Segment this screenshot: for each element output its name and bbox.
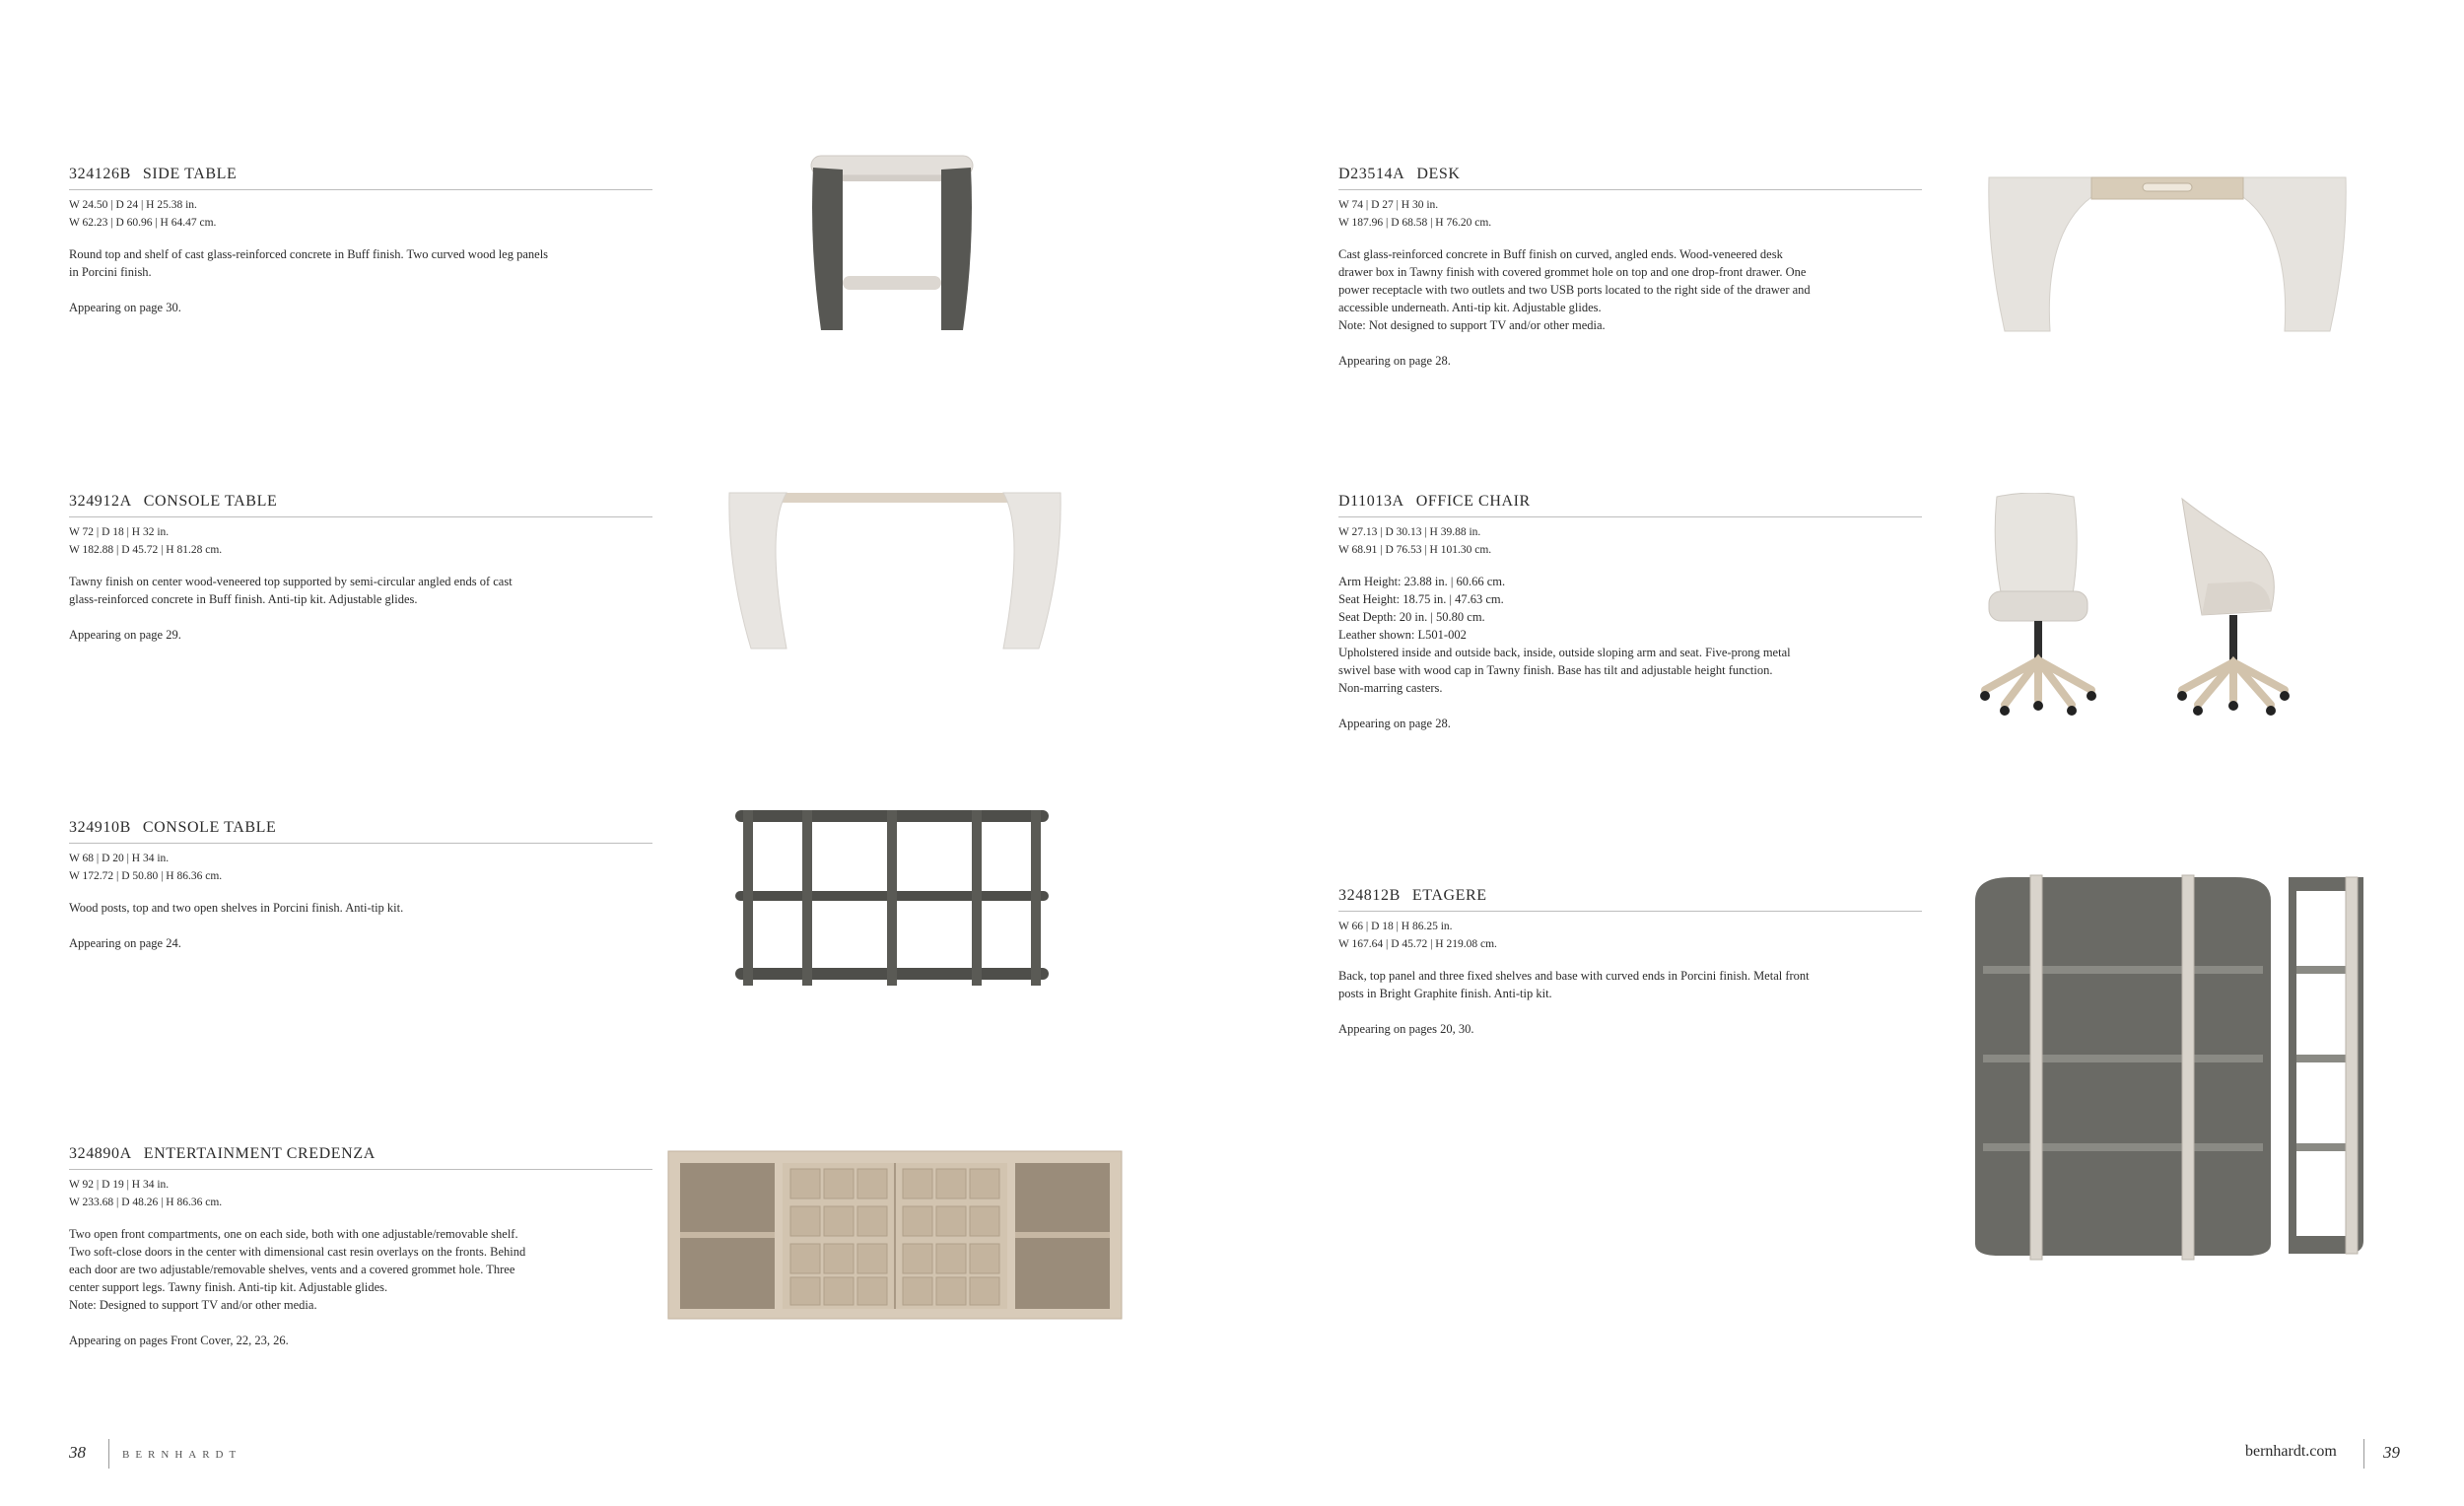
product-title — [69, 1145, 652, 1170]
product-office-chair — [1338, 493, 1922, 732]
product-code: 324912A — [69, 493, 132, 510]
description-line: accessible underneath. Anti-tip kit. Adjustable glides. — [1338, 301, 1602, 314]
side-table-image — [803, 148, 981, 340]
appearing-on: Appearing on page 24. — [69, 936, 181, 950]
description-line: Upholstered inside and outside back, inside, outside sloping arm and seat. Five-prong metal — [1338, 646, 1791, 659]
description-line: Two soft-close doors in the center with dimensional cast resin overlays on the fronts. Behind — [69, 1245, 526, 1259]
product-code: 324890A — [69, 1145, 132, 1162]
dimensions-inches: W 66 | D 18 | H 86.25 in. — [1338, 921, 1453, 932]
description-line: Note: Designed to support TV and/or other media. — [69, 1298, 317, 1312]
product-title — [1338, 493, 1922, 517]
description-line: Seat Depth: 20 in. | 50.80 cm. — [1338, 610, 1485, 624]
product-dimensions — [69, 850, 652, 885]
description-line: in Porcini finish. — [69, 265, 152, 279]
dimensions-inches: W 72 | D 18 | H 32 in. — [69, 526, 170, 538]
product-description — [69, 573, 652, 608]
website-link[interactable]: bernhardt.com — [2245, 1443, 2337, 1460]
product-dimensions — [69, 196, 652, 232]
dimensions-cm: W 187.96 | D 68.58 | H 76.20 cm. — [1338, 217, 1492, 229]
product-title — [69, 166, 652, 190]
product-name: ENTERTAINMENT CREDENZA — [143, 1145, 376, 1162]
description-line: Back, top panel and three fixed shelves and base with curved ends in Porcini finish. Metal front — [1338, 969, 1810, 983]
dimensions-cm: W 172.72 | D 50.80 | H 86.36 cm. — [69, 870, 223, 882]
description-line: drawer box in Tawny finish with covered grommet hole on top and one drop-front drawer. One — [1338, 265, 1807, 279]
footer-divider — [108, 1439, 109, 1469]
product-name: DESK — [1416, 166, 1461, 182]
product-code: 324812B — [1338, 887, 1401, 904]
appearing-on: Appearing on page 28. — [1338, 354, 1451, 368]
product-console-table-b — [69, 819, 652, 952]
dimensions-cm: W 167.64 | D 45.72 | H 219.08 cm. — [1338, 938, 1497, 950]
product-title — [1338, 887, 1922, 912]
product-dimensions — [1338, 196, 1922, 232]
product-code: D11013A — [1338, 493, 1404, 510]
product-title — [69, 493, 652, 517]
description-line: Seat Height: 18.75 in. | 47.63 cm. — [1338, 592, 1504, 606]
product-etagere — [1338, 887, 1922, 1038]
entertainment-credenza-image — [666, 1149, 1124, 1323]
description-line: center support legs. Tawny finish. Anti-tip kit. Adjustable glides. — [69, 1280, 388, 1294]
dimensions-inches: W 24.50 | D 24 | H 25.38 in. — [69, 199, 197, 211]
appearing-on: Appearing on page 30. — [69, 301, 181, 314]
description-line: Round top and shelf of cast glass-reinforced concrete in Buff finish. Two curved wood leg panels — [69, 247, 549, 261]
description-line: Two open front compartments, one on each side, both with one adjustable/removable shelf. — [69, 1227, 518, 1241]
description-line: Wood posts, top and two open shelves in Porcini finish. Anti-tip kit. — [69, 901, 404, 915]
left-page-number: 38 — [69, 1443, 86, 1462]
description-line: Non-marring casters. — [1338, 681, 1443, 695]
product-name: OFFICE CHAIR — [1415, 493, 1531, 510]
product-description — [69, 245, 652, 281]
desk-image — [1985, 173, 2350, 335]
description-line: each door are two adjustable/removable shelves, vents and a covered grommet hole. Three — [69, 1263, 515, 1276]
product-entertainment-credenza — [69, 1145, 652, 1349]
dimensions-inches: W 74 | D 27 | H 30 in. — [1338, 199, 1439, 211]
description-line: Leather shown: L501-002 — [1338, 628, 1467, 642]
appearing-on: Appearing on page 29. — [69, 628, 181, 642]
dimensions-cm: W 62.23 | D 60.96 | H 64.47 cm. — [69, 217, 217, 229]
product-description — [1338, 245, 1922, 334]
description-line: swivel base with wood cap in Tawny finish. Base has tilt and adjustable height function. — [1338, 663, 1773, 677]
product-name: CONSOLE TABLE — [142, 819, 277, 836]
product-description — [1338, 573, 1922, 697]
product-description — [1338, 967, 1922, 1002]
console-table-a-image — [727, 491, 1062, 653]
appearing-on: Appearing on page 28. — [1338, 717, 1451, 730]
appearing-on: Appearing on pages 20, 30. — [1338, 1022, 1474, 1036]
etagere-image — [1971, 871, 2385, 1261]
brand-name: BERNHARDT — [122, 1449, 242, 1461]
description-line: Tawny finish on center wood-veneered top supported by semi-circular angled ends of cast — [69, 575, 513, 588]
product-title — [69, 819, 652, 844]
dimensions-cm: W 182.88 | D 45.72 | H 81.28 cm. — [69, 544, 223, 556]
description-line: glass-reinforced concrete in Buff finish. Anti-tip kit. Adjustable glides. — [69, 592, 418, 606]
product-desk — [1338, 166, 1922, 370]
description-line: posts in Bright Graphite finish. Anti-tip kit. — [1338, 987, 1552, 1000]
product-code: 324126B — [69, 166, 131, 182]
product-side-table — [69, 166, 652, 316]
right-page-number: 39 — [2383, 1443, 2400, 1462]
footer-divider — [2363, 1439, 2364, 1469]
product-dimensions — [1338, 523, 1922, 559]
product-dimensions — [69, 523, 652, 559]
office-chair-image — [1975, 493, 2389, 724]
description-line: Note: Not designed to support TV and/or other media. — [1338, 318, 1606, 332]
appearing-on: Appearing on pages Front Cover, 22, 23, 26. — [69, 1334, 289, 1347]
product-code: 324910B — [69, 819, 131, 836]
product-dimensions — [69, 1176, 652, 1211]
console-table-b-image — [731, 806, 1053, 992]
product-dimensions — [1338, 918, 1922, 953]
product-description — [69, 1225, 652, 1314]
description-line: power receptacle with two outlets and two USB ports located to the right side of the drawer and — [1338, 283, 1811, 297]
product-code: D23514A — [1338, 166, 1405, 182]
dimensions-inches: W 27.13 | D 30.13 | H 39.88 in. — [1338, 526, 1481, 538]
product-description — [69, 899, 652, 917]
product-name: SIDE TABLE — [142, 166, 238, 182]
dimensions-inches: W 92 | D 19 | H 34 in. — [69, 1179, 170, 1191]
dimensions-cm: W 233.68 | D 48.26 | H 86.36 cm. — [69, 1197, 223, 1208]
product-name: CONSOLE TABLE — [143, 493, 278, 510]
dimensions-inches: W 68 | D 20 | H 34 in. — [69, 853, 170, 864]
description-line: Arm Height: 23.88 in. | 60.66 cm. — [1338, 575, 1506, 588]
dimensions-cm: W 68.91 | D 76.53 | H 101.30 cm. — [1338, 544, 1492, 556]
product-name: ETAGERE — [1411, 887, 1487, 904]
description-line: Cast glass-reinforced concrete in Buff finish on curved, angled ends. Wood-veneered desk — [1338, 247, 1783, 261]
product-console-table-a — [69, 493, 652, 644]
product-title — [1338, 166, 1922, 190]
